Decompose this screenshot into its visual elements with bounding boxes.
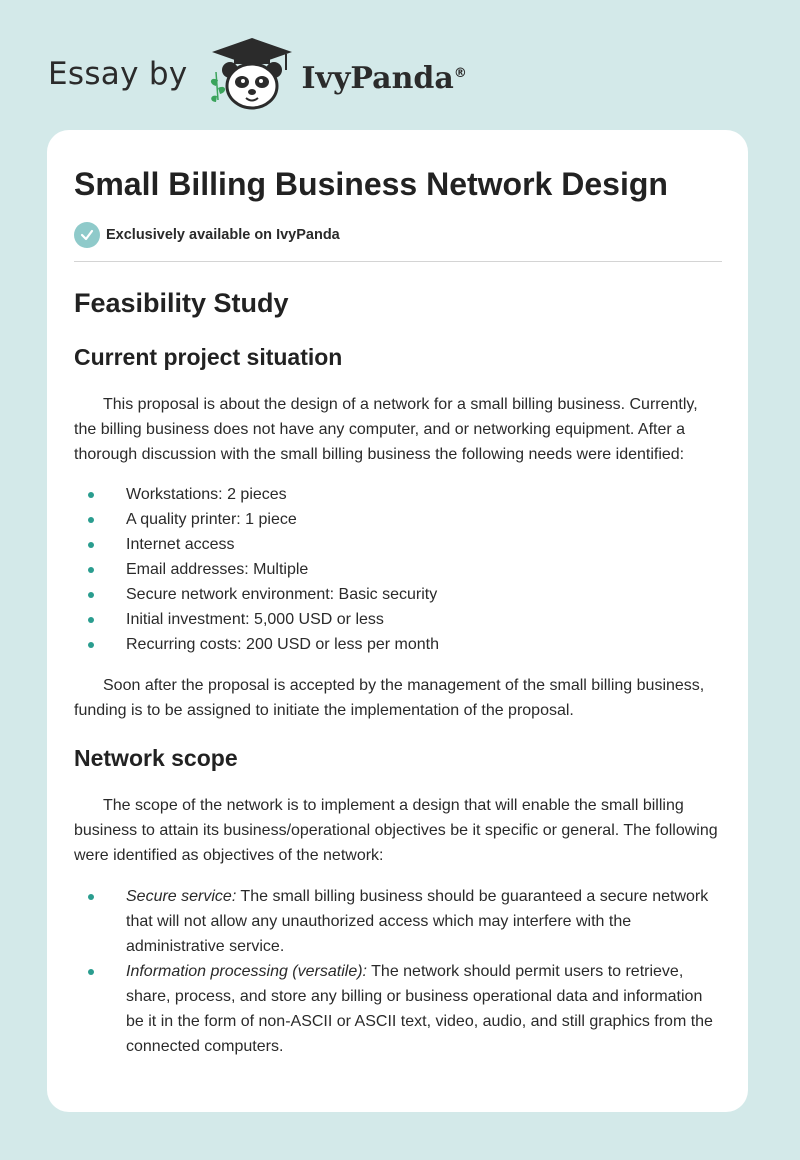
site-header-brand[interactable] xyxy=(48,34,467,114)
objectives-list xyxy=(74,884,722,1059)
list-item: Recurring costs: 200 USD or less per month xyxy=(74,632,722,657)
section-heading: Feasibility Study xyxy=(74,288,289,318)
objective-term: Information processing (versatile): xyxy=(126,963,367,980)
bullet-dot xyxy=(88,542,94,548)
list-item: A quality printer: 1 piece xyxy=(74,507,722,532)
exclusive-label: Exclusively available on IvyPanda xyxy=(106,227,340,243)
list-item: Secure network environment: Basic security xyxy=(74,582,722,607)
article-card xyxy=(47,130,748,1112)
list-item: Workstations: 2 pieces xyxy=(74,482,722,507)
objective-term: Secure service: xyxy=(126,888,237,905)
bullet-dot xyxy=(88,517,94,523)
bullet-dot xyxy=(88,567,94,573)
list-item xyxy=(74,884,722,959)
list-item: Internet access xyxy=(74,532,722,557)
check-icon xyxy=(74,222,100,248)
bullet-dot xyxy=(88,617,94,623)
paragraph-scope: The scope of the network is to implement a design that will enable the small billing business to attain its business/operational objectives be it specific or general. The following were identified as objectives of the network: xyxy=(74,797,718,864)
subsection-heading-network-scope: Network scope xyxy=(74,745,238,771)
exclusive-badge xyxy=(74,222,722,248)
paragraph-funding: Soon after the proposal is accepted by the management of the small billing business, funding is to be assigned to initiate the implementation of the proposal. xyxy=(74,677,705,719)
essay-by-label: Essay by xyxy=(48,56,188,92)
ivy-leaf-icon xyxy=(210,72,224,102)
bullet-dot xyxy=(88,592,94,598)
registered-mark: ® xyxy=(453,65,467,81)
bullet-dot xyxy=(88,894,94,900)
bullet-dot xyxy=(88,492,94,498)
needs-list xyxy=(74,482,722,657)
bullet-dot xyxy=(88,969,94,975)
subsection-heading-current-situation: Current project situation xyxy=(74,344,343,370)
list-item: Email addresses: Multiple xyxy=(74,557,722,582)
list-item xyxy=(74,959,722,1059)
article-title: Small Billing Business Network Design xyxy=(74,166,668,202)
list-item: Initial investment: 5,000 USD or less xyxy=(74,607,722,632)
paragraph-intro: This proposal is about the design of a network for a small billing business. Currently, the billing business does not have any computer, and or networking equipment. After a thorough discussion with the small billing business the following needs were identified: xyxy=(74,396,698,463)
brand-name: IvyPanda® xyxy=(301,60,467,96)
title-divider xyxy=(74,261,722,262)
bullet-dot xyxy=(88,642,94,648)
objective-text: The small billing business should be guaranteed a secure network that will not allow any unauthorized access which may interfere with the administrative service. xyxy=(126,888,709,955)
objective-text: The network should permit users to retrieve, share, process, and store any billing or business operational data and information be it in the form of non-ASCII or ASCII text, video, audio, and still graphics from the connected computers. xyxy=(126,963,713,1055)
panda-logo-icon xyxy=(206,36,298,112)
